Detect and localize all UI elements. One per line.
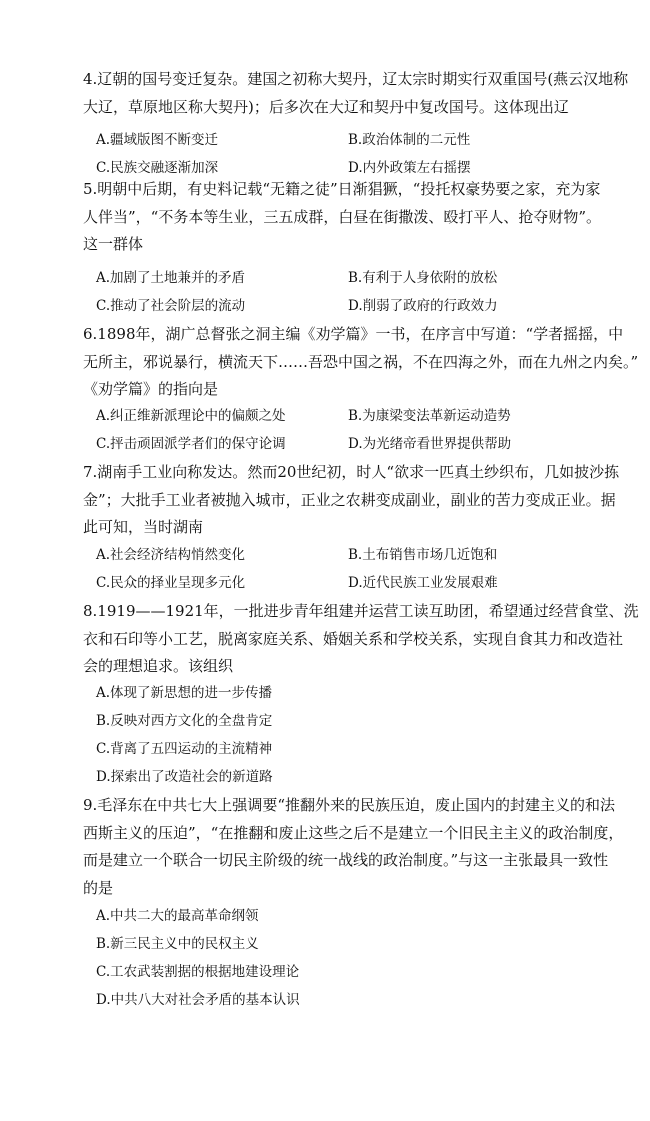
option-c: C.推动了社会阶层的流动 — [96, 298, 246, 314]
option-a: A.纠正维新派理论中的偏颇之处 — [96, 408, 286, 424]
option-a: A.疆域版图不断变迁 — [96, 132, 219, 148]
option-b: B.政治体制的二元性 — [348, 132, 471, 148]
stem-line: 金”；大批手工业者被抛入城市，正业之农耕变成副业，副业的苦力变成正业。据 — [83, 490, 616, 509]
option-c: C.工农武装割据的根据地建设理论 — [96, 964, 300, 980]
option-b: B.新三民主义中的民权主义 — [96, 936, 259, 952]
stem-line: 4.辽朝的国号变迁复杂。建国之初称大契丹，辽太宗时期实行双重国号(燕云汉地称 — [83, 70, 629, 88]
stem-line: 西斯主义的压迫”，“在推翻和废止这些之后不是建立一个旧民主主义的政治制度， — [83, 823, 624, 842]
stem-line: 7.湖南手工业向称发达。然而20世纪初，时人“欲求一匹真土纱织布，几如披沙拣 — [83, 463, 620, 481]
option-c: C.民众的择业呈现多元化 — [96, 575, 246, 591]
stem-line: 9.毛泽东在中共七大上强调要“推翻外来的民族压迫，废止国内的封建主义的和法 — [83, 796, 615, 814]
option-d: D.为光绪帝看世界提供帮助 — [348, 436, 512, 452]
stem-line: 5.明朝中后期，有史料记载“无籍之徒”日渐猖獗，“投托权豪势要之家，充为家 — [83, 180, 601, 198]
stem-line: 6.1898年，湖广总督张之洞主编《劝学篇》一书，在序言中写道：“学者摇摇，中 — [83, 325, 624, 343]
stem-line: 而是建立一个联合一切民主阶级的统一战线的政治制度。”与这一主张最具一致性 — [83, 851, 609, 870]
option-b: B.反映对西方文化的全盘肯定 — [96, 713, 273, 729]
option-d: D.削弱了政府的行政效力 — [348, 298, 498, 314]
option-b: B.土布销售市场几近饱和 — [348, 547, 498, 563]
option-a: A.体现了新思想的进一步传播 — [96, 685, 273, 701]
option-d: D.内外政策左右摇摆 — [348, 160, 471, 176]
question-stem — [83, 792, 623, 902]
option-b: B.有利于人身依附的放松 — [348, 270, 498, 286]
option-c: C.民族交融逐渐加深 — [96, 160, 219, 176]
stem-line: 会的理想追求。该组织 — [83, 657, 234, 676]
option-d: D.近代民族工业发展艰难 — [348, 575, 498, 591]
stem-line: 衣和石印等小工艺，脱离家庭关系、婚姻关系和学校关系，实现自食其力和改造社 — [83, 629, 624, 648]
option-d: D.探索出了改造社会的新道路 — [96, 769, 273, 785]
option-c: C.背离了五四运动的主流精神 — [96, 741, 273, 757]
stem-line: 此可知，当时湖南 — [83, 518, 204, 537]
question-stem — [83, 598, 639, 681]
question-stem — [83, 459, 623, 542]
stem-line: 的是 — [83, 878, 114, 897]
stem-line: 无所主，邪说暴行，横流天下……吾恐中国之祸，不在四海之外，而在九州之内矣。” — [83, 352, 639, 371]
option-a: A.社会经济结构悄然变化 — [96, 547, 246, 563]
stem-line: 人伴当”，“不务本等生业，三五成群，白昼在街撒泼、殴打平人、抢夺财物”。 — [83, 207, 602, 226]
stem-line: 《劝学篇》的指向是 — [83, 380, 219, 399]
option-b: B.为康梁变法革新运动造势 — [348, 408, 511, 424]
question-stem — [83, 321, 639, 404]
option-d: D.中共八大对社会矛盾的基本认识 — [96, 992, 300, 1008]
option-c: C.抨击顽固派学者们的保守论调 — [96, 436, 286, 452]
stem-line: 8.1919——1921年，一批进步青年组建并运营工读互助团，希望通过经营食堂、洗 — [83, 602, 639, 620]
option-a: A.中共二大的最高革命纲领 — [96, 908, 259, 924]
question-stem — [83, 176, 623, 259]
question-stem — [83, 66, 629, 121]
stem-line: 大辽，草原地区称大契丹)；后多次在大辽和契丹中复改国号。这体现出辽 — [83, 97, 569, 116]
option-a: A.加剧了土地兼并的矛盾 — [96, 270, 246, 286]
stem-line: 这一群体 — [83, 235, 144, 254]
